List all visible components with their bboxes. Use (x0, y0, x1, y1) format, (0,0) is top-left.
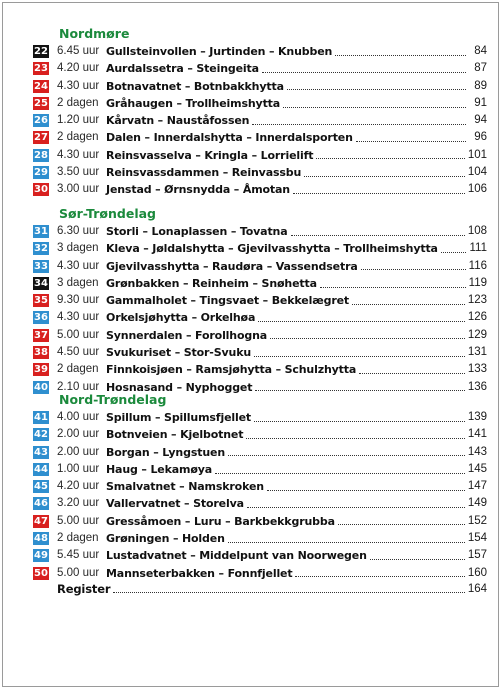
route-duration: 5.00 uur (57, 328, 100, 341)
dot-leader (356, 141, 466, 142)
route-duration: 2.00 uur (57, 428, 100, 441)
page-number: 111 (469, 242, 487, 255)
route-title: Vallervatnet – Storelva (106, 497, 244, 511)
page-number: 84 (474, 45, 487, 57)
route-title: Reinsvassdammen – Reinvassbu (106, 166, 302, 180)
dot-leader (228, 542, 465, 543)
dot-leader (113, 592, 464, 593)
page-number: 136 (467, 380, 487, 393)
dot-leader (441, 252, 466, 253)
route-title: Finnkoisjøen – Ramsjøhytta – Schulzhytta (106, 363, 357, 377)
page-number: 131 (467, 346, 487, 359)
route-duration: 3.20 uur (57, 497, 100, 510)
dot-leader (215, 473, 465, 474)
page-number: 104 (467, 166, 487, 179)
dot-leader (320, 287, 466, 288)
toc-entry[interactable] (34, 409, 487, 426)
dot-leader (361, 269, 466, 270)
route-number-badge: 32 (34, 243, 48, 255)
route-title: Aurdalssetra – Steingeita (106, 62, 259, 76)
route-title: Botnavatnet – Botnbakkhytta (106, 79, 284, 93)
route-number-badge: 42 (34, 429, 48, 441)
toc-entry[interactable] (34, 530, 487, 547)
dot-leader (370, 559, 465, 560)
dot-leader (335, 55, 466, 56)
route-title: Dalen – Innerdalshytta – Innerdalsporten (106, 131, 353, 145)
toc-page (2, 2, 499, 687)
section-nord-trondelag (34, 391, 487, 582)
route-duration: 4.30 uur (57, 259, 100, 272)
dot-leader (254, 356, 465, 357)
dot-leader (304, 176, 465, 177)
route-duration: 2.00 uur (57, 445, 100, 458)
dot-leader (270, 338, 465, 339)
toc-entry[interactable] (34, 112, 487, 129)
dot-leader (293, 193, 465, 194)
route-number-badge: 30 (34, 184, 48, 196)
route-duration: 4.30 uur (57, 79, 100, 92)
dot-leader (252, 124, 466, 125)
route-duration: 2 dagen (57, 96, 99, 109)
route-title: Svukuriset – Stor-Svuku (106, 346, 252, 360)
page-number: 94 (474, 114, 487, 127)
route-number-badge: 46 (34, 498, 48, 510)
toc-entry[interactable] (34, 461, 487, 478)
page-number: 147 (467, 480, 487, 493)
toc-entry[interactable] (34, 147, 487, 164)
route-title: Borgan – Lyngstuen (106, 445, 226, 459)
route-duration: 6.30 uur (57, 225, 100, 237)
page-number: 87 (474, 62, 487, 75)
route-title: Hosnasand – Nyphogget (106, 380, 253, 394)
route-title: Gråhaugen – Trollheimshytta (106, 96, 281, 110)
route-duration: 2.10 uur (57, 380, 100, 393)
route-number-badge: 38 (34, 347, 48, 359)
route-title: Grøningen – Holden (106, 532, 225, 546)
route-title: Gressåmoen – Luru – Barkbekkgrubba (106, 514, 335, 528)
route-duration: 4.30 uur (57, 311, 100, 324)
route-title: Gammalholet – Tingsvaet – Bekkelægret (106, 294, 350, 308)
route-number-badge: 37 (34, 329, 48, 341)
toc-entry[interactable] (34, 444, 487, 461)
page-number: 143 (467, 445, 487, 458)
route-duration: 1.20 uur (57, 114, 100, 127)
dot-leader (352, 304, 465, 305)
toc-entry[interactable] (34, 78, 487, 95)
route-title: Kleva – Jøldalshytta – Gjevilvasshytta – Trollheimshytta (106, 242, 438, 256)
toc-entry[interactable] (34, 361, 487, 378)
dot-leader (316, 158, 464, 159)
route-duration: 4.50 uur (57, 346, 100, 359)
toc-entry[interactable] (34, 43, 487, 60)
route-duration: 4.20 uur (57, 480, 100, 493)
route-number-badge: 44 (34, 463, 48, 475)
dot-leader (295, 576, 464, 577)
route-number-badge: 41 (34, 412, 48, 423)
route-number-badge: 50 (34, 567, 48, 579)
page-number: 123 (467, 294, 487, 307)
route-duration: 9.30 uur (57, 294, 100, 307)
page-number: 149 (467, 497, 487, 510)
dot-leader (247, 507, 465, 508)
toc-entry[interactable] (34, 223, 487, 240)
page-number: 139 (467, 411, 487, 423)
page-number: 106 (467, 183, 487, 196)
route-number-badge: 34 (34, 277, 48, 289)
toc-entry[interactable] (34, 495, 487, 512)
route-title: Haug – Lekamøya (106, 462, 213, 476)
toc-entry[interactable] (34, 513, 487, 530)
toc-entry-register[interactable] (57, 580, 487, 597)
route-title: Spillum – Spillumsfjellet (106, 411, 252, 424)
section-heading: Sør-Trøndelag (59, 206, 157, 221)
toc-entry[interactable] (34, 309, 487, 326)
section-nordmore (34, 25, 487, 199)
toc-entry[interactable] (34, 181, 487, 198)
toc-entry[interactable] (34, 292, 487, 309)
route-duration: 2 dagen (57, 532, 99, 545)
route-title: Storli – Lonaplassen – Tovatna (106, 225, 288, 238)
route-title: Mannseterbakken – Fonnfjellet (106, 566, 293, 580)
route-duration: 2 dagen (57, 131, 99, 144)
page-number: 89 (474, 79, 487, 92)
dot-leader (267, 490, 465, 491)
route-duration: 3.00 uur (57, 183, 100, 196)
dot-leader (283, 107, 466, 108)
route-duration: 5.45 uur (57, 549, 100, 562)
route-duration: 5.00 uur (57, 514, 100, 527)
route-title: Kårvatn – Nauståfossen (106, 114, 250, 128)
toc-entry[interactable] (34, 275, 487, 292)
page-number: 152 (467, 514, 487, 527)
route-duration: 3 dagen (57, 276, 99, 289)
route-number-badge: 49 (34, 550, 48, 562)
route-title: Grønbakken – Reinheim – Snøhetta (106, 276, 317, 290)
route-number-badge: 36 (34, 312, 48, 324)
page-number: 160 (467, 566, 487, 579)
section-heading: Nordmøre (59, 26, 130, 41)
route-number-badge: 23 (34, 63, 48, 75)
route-duration: 1.00 uur (57, 462, 100, 475)
page-number: 129 (467, 328, 487, 341)
page-number: 96 (474, 131, 487, 144)
page-number: 108 (467, 225, 487, 237)
toc-entry[interactable] (34, 240, 487, 257)
route-duration: 2 dagen (57, 363, 99, 376)
section-heading: Nord-Trøndelag (59, 392, 167, 407)
route-title: Lustadvatnet – Middelpunt van Noorwegen (106, 549, 367, 563)
route-number-badge: 24 (34, 80, 48, 92)
route-number-badge: 43 (34, 446, 48, 458)
page-number: 133 (467, 363, 487, 376)
route-number-badge: 25 (34, 97, 48, 109)
dot-leader (254, 421, 465, 422)
route-title: Jenstad – Ørnsnydda – Åmotan (106, 183, 290, 197)
dot-leader (258, 321, 465, 322)
route-title: Synnerdalen – Forollhogna (106, 328, 268, 342)
toc-entry[interactable] (34, 258, 487, 275)
page-number: 116 (468, 259, 487, 272)
dot-leader (287, 89, 466, 90)
dot-leader (228, 455, 465, 456)
register-title: Register (57, 581, 111, 596)
route-number-badge: 35 (34, 295, 48, 307)
page-number: 164 (467, 582, 487, 595)
route-duration: 4.30 uur (57, 148, 100, 161)
dot-leader (246, 438, 464, 439)
page-number: 91 (474, 96, 487, 109)
toc-entry[interactable] (34, 478, 487, 495)
toc-entry[interactable] (34, 344, 487, 361)
route-title: Botnveien – Kjelbotnet (106, 428, 244, 442)
route-duration: 6.45 uur (57, 45, 100, 57)
route-number-badge: 39 (34, 364, 48, 376)
dot-leader (359, 373, 465, 374)
route-number-badge: 31 (34, 226, 48, 237)
page-number: 119 (468, 276, 487, 289)
route-number-badge: 29 (34, 167, 48, 179)
section-sor-trondelag (34, 205, 487, 396)
route-number-badge: 47 (34, 515, 48, 527)
route-number-badge: 48 (34, 533, 48, 545)
toc-entry[interactable] (34, 95, 487, 112)
route-duration: 3.50 uur (57, 166, 100, 179)
route-number-badge: 26 (34, 115, 48, 127)
route-number-badge: 33 (34, 260, 48, 272)
route-duration: 3 dagen (57, 242, 99, 255)
route-number-badge: 27 (34, 132, 48, 144)
page-number: 101 (467, 148, 487, 161)
page-number: 145 (467, 462, 487, 475)
toc-entry[interactable] (34, 547, 487, 564)
page-number: 126 (467, 311, 487, 324)
toc-entry[interactable] (34, 129, 487, 146)
route-number-badge: 28 (34, 149, 48, 161)
route-title: Orkelsjøhytta – Orkelhøa (106, 311, 256, 325)
route-number-badge: 22 (34, 46, 48, 57)
dot-leader (291, 235, 465, 236)
route-title: Reinsvasselva – Kringla – Lorrielift (106, 148, 314, 162)
route-duration: 4.00 uur (57, 411, 100, 423)
toc-entry[interactable] (34, 164, 487, 181)
page-number: 154 (467, 532, 487, 545)
page-number: 157 (467, 549, 487, 562)
toc-entry[interactable] (34, 327, 487, 344)
dot-leader (262, 72, 466, 73)
route-duration: 5.00 uur (57, 566, 100, 579)
route-number-badge: 40 (34, 381, 48, 393)
dot-leader (338, 524, 465, 525)
page-number: 141 (467, 428, 487, 441)
route-number-badge: 45 (34, 481, 48, 493)
toc-entry[interactable] (34, 60, 487, 77)
route-title: Gjevilvasshytta – Raudøra – Vassendsetra (106, 259, 358, 273)
route-duration: 4.20 uur (57, 62, 100, 75)
toc-entry[interactable] (34, 426, 487, 443)
route-title: Smalvatnet – Namskroken (106, 480, 264, 494)
route-title: Gullsteinvollen – Jurtinden – Knubben (106, 45, 333, 58)
